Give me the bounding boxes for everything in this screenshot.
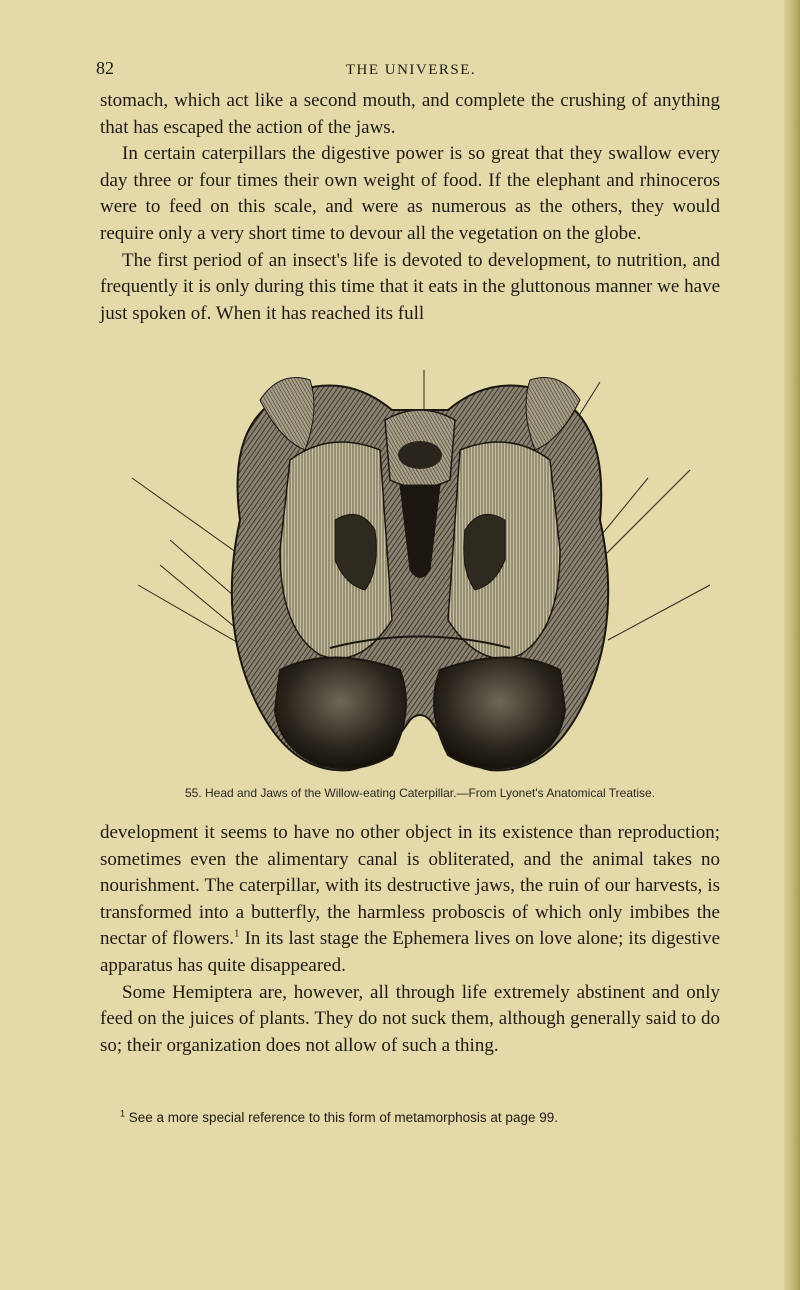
paragraph <box>100 820 720 980</box>
paragraph: Some Hemiptera are, however, all through life extremely abstinent and only feed on the juices of plants. They do not suck them, although generally said to do so; their organization does not allow of such a thing. <box>100 981 720 1056</box>
page-number: 82 <box>96 58 114 78</box>
body-text-top <box>100 88 720 327</box>
figure-caption: 55. Head and Jaws of the Willow-eating Caterpillar.—From Lyonet's Anatomical Treatise. <box>184 786 656 800</box>
paragraph: stomach, which act like a second mouth, and complete the crushing of anything that has escaped the action of the jaws. <box>100 90 720 138</box>
paragraph: The first period of an insect's life is devoted to development, to nutrition, and frequently it is only during this time that it eats in the gluttonous manner we have just spoken of. When it has reached its full <box>100 249 720 324</box>
running-title: THE UNIVERSE. <box>345 62 477 78</box>
caterpillar-head-engraving <box>130 370 710 780</box>
paragraph: In certain caterpillars the digestive power is so great that they swallow every day three or four times their own weight of food. If the elephant and rhinoceros were to feed on this scale, and were as numerous as the others, they would require only a very short time to devour all the vegetation on the globe. <box>100 143 720 244</box>
footnote <box>120 1110 740 1125</box>
paragraph-text: In its last stage the Ephemera lives on love alone; its digestive apparatus has quite disappeared. <box>100 928 720 976</box>
footnote-marker: 1 <box>120 1108 126 1119</box>
body-text-bottom <box>100 820 720 1059</box>
paragraph-text: development it seems to have no other object in its existence than reproduction; sometimes even the alimentary canal is obliterated, and the animal takes no nourishment. The caterpillar, with its destructive jaws, the ruin of our harvests, is transformed into a butterfly, the harmless proboscis of which only imbibes the nectar of flowers. <box>100 822 720 950</box>
page-header <box>96 58 726 88</box>
footnote-text: See a more special reference to this form of metamorphosis at page 99. <box>125 1110 558 1125</box>
page-edge <box>784 0 800 1290</box>
footnote-reference: 1 <box>234 928 240 941</box>
